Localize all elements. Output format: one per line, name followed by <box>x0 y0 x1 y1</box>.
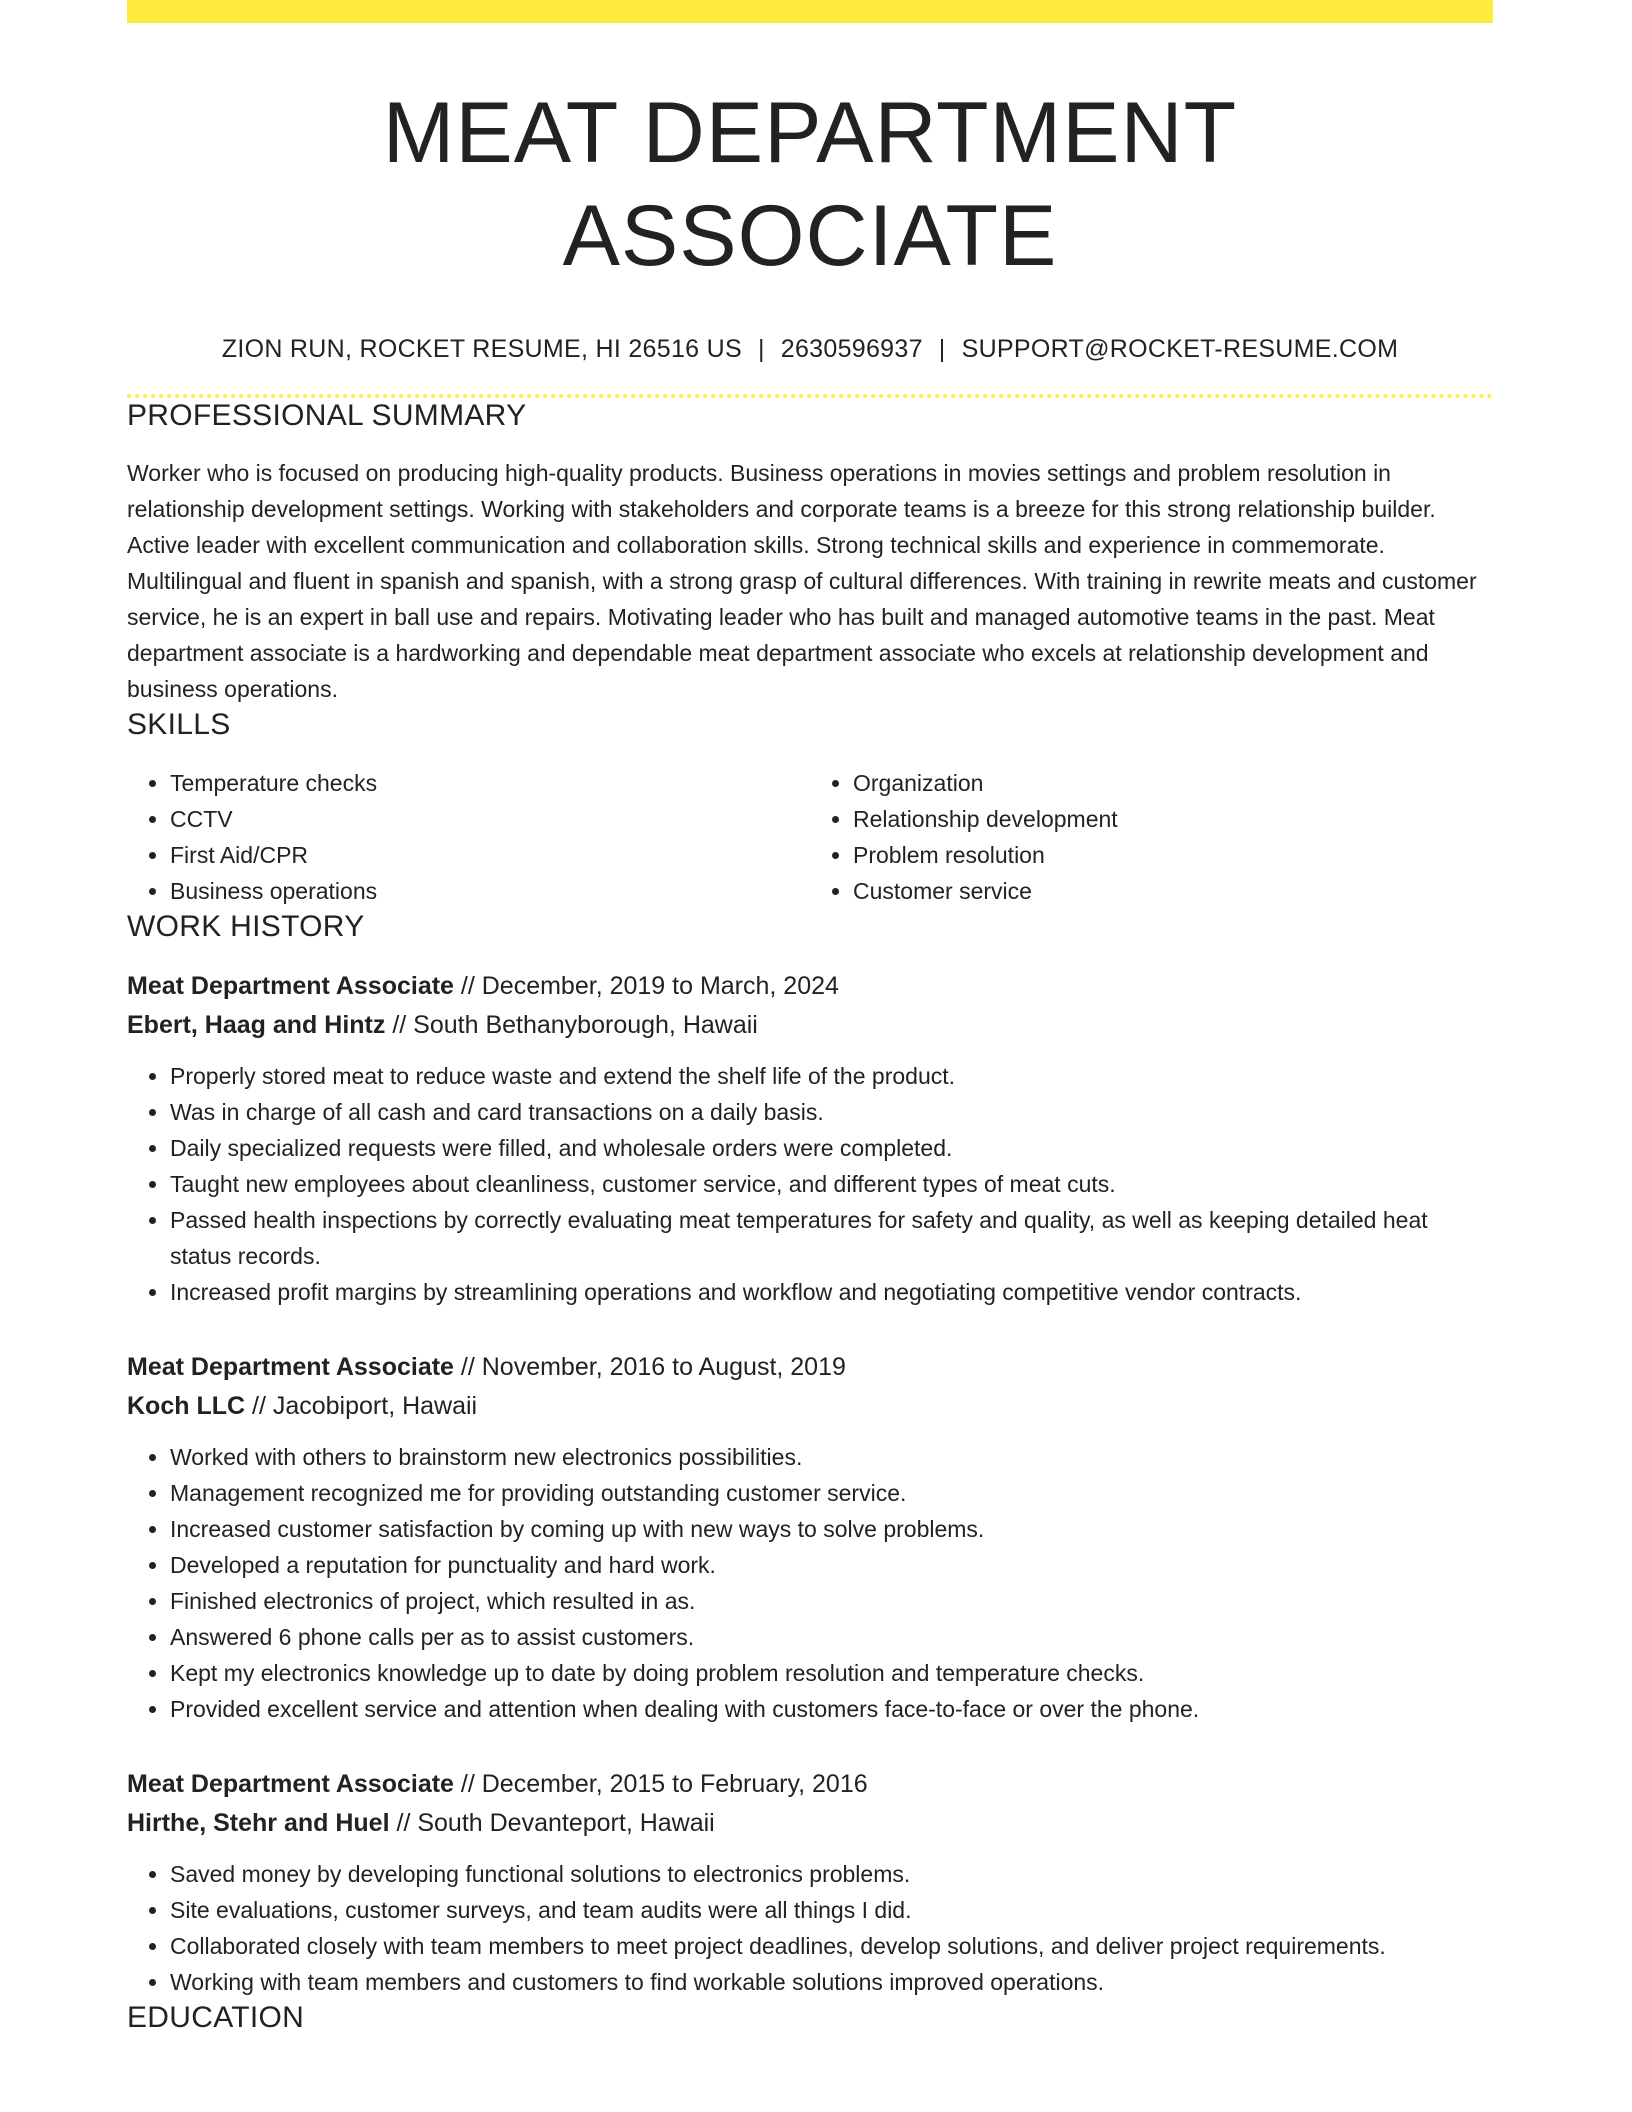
job-duty-item: • Finished electronics of project, which resulted in as. <box>170 1583 1493 1619</box>
job-duty-item: • Developed a reputation for punctuality and hard work. <box>170 1547 1493 1583</box>
job-duty-item: • Saved money by developing functional solutions to electronics problems. <box>170 1856 1493 1892</box>
job-entry <box>127 1765 1493 2000</box>
job-separator: // <box>453 972 482 1001</box>
job-role: Meat Department Associate <box>127 972 454 1001</box>
job-dates: December, 2019 to March, 2024 <box>481 972 839 1001</box>
job-duties <box>127 1439 1493 1727</box>
contact-email: SUPPORT@ROCKET-RESUME.COM <box>961 335 1399 364</box>
job-role: Meat Department Associate <box>127 1770 454 1799</box>
contact-separator: | <box>757 335 765 364</box>
job-company: Hirthe, Stehr and Huel <box>127 1809 390 1838</box>
skill-item: • Relationship development <box>853 801 1493 837</box>
candidate-name: MEAT DEPARTMENT ASSOCIATE <box>382 85 1238 285</box>
skill-item: • First Aid/CPR <box>170 837 810 873</box>
job-duty-item: • Collaborated closely with team members to meet project deadlines, develop solutions, and deliver project requirements. <box>170 1928 1493 1964</box>
job-role-line <box>127 1765 1493 1804</box>
job-dates: December, 2015 to February, 2016 <box>481 1770 868 1799</box>
job-separator: // <box>385 1011 414 1040</box>
job-company-line <box>127 1006 1493 1045</box>
skill-item: • Problem resolution <box>853 837 1493 873</box>
job-dates: November, 2016 to August, 2019 <box>481 1353 846 1382</box>
job-role-line <box>127 1348 1493 1387</box>
job-duties <box>127 1058 1493 1310</box>
job-duty-item: • Passed health inspections by correctly evaluating meat temperatures for safety and quality, as well as keeping detailed heat status records. <box>170 1202 1493 1274</box>
job-location: South Devanteport, Hawaii <box>417 1809 715 1838</box>
job-separator: // <box>389 1809 418 1838</box>
job-duty-item: • Daily specialized requests were filled, and wholesale orders were completed. <box>170 1130 1493 1166</box>
job-duty-item: • Increased profit margins by streamlining operations and workflow and negotiating competitive vendor contracts. <box>170 1274 1493 1310</box>
job-entry <box>127 967 1493 1310</box>
job-duty-item: • Working with team members and customers to find workable solutions improved operations. <box>170 1964 1493 2000</box>
job-company-line <box>127 1387 1493 1426</box>
job-duty-item: • Management recognized me for providing outstanding customer service. <box>170 1475 1493 1511</box>
job-separator: // <box>453 1770 482 1799</box>
job-location: South Bethanyborough, Hawaii <box>413 1011 758 1040</box>
job-duty-item: • Worked with others to brainstorm new electronics possibilities. <box>170 1439 1493 1475</box>
job-company-line <box>127 1804 1493 1843</box>
skills-column-right <box>810 765 1493 909</box>
job-duty-item: • Site evaluations, customer surveys, and team audits were all things I did. <box>170 1892 1493 1928</box>
skill-item: • Organization <box>853 765 1493 801</box>
job-company: Ebert, Haag and Hintz <box>127 1011 386 1040</box>
skill-item: • Temperature checks <box>170 765 810 801</box>
contact-phone: 2630596937 <box>780 335 923 364</box>
accent-bar <box>127 0 1493 23</box>
skills-heading: SKILLS <box>127 708 231 742</box>
contact-line <box>127 334 1493 364</box>
skills-list <box>127 765 1493 909</box>
job-duty-item: • Taught new employees about cleanliness, customer service, and different types of meat cuts. <box>170 1166 1493 1202</box>
education-heading: EDUCATION <box>127 2001 305 2035</box>
job-duty-item: • Provided excellent service and attention when dealing with customers face-to-face or over the phone. <box>170 1691 1493 1727</box>
job-role: Meat Department Associate <box>127 1353 454 1382</box>
job-separator: // <box>245 1392 273 1421</box>
job-duties <box>127 1856 1493 2000</box>
skill-item: • Customer service <box>853 873 1493 909</box>
resume-page <box>127 0 1493 2036</box>
job-entry <box>127 1348 1493 1727</box>
summary-heading: PROFESSIONAL SUMMARY <box>127 399 527 433</box>
skills-column-left <box>127 765 810 909</box>
job-location: Jacobiport, Hawaii <box>272 1392 478 1421</box>
job-separator: // <box>453 1353 482 1382</box>
job-duty-item: • Kept my electronics knowledge up to date by doing problem resolution and temperature checks. <box>170 1655 1493 1691</box>
job-role-line <box>127 967 1493 1006</box>
job-company: Koch LLC <box>127 1392 246 1421</box>
job-duty-item: • Answered 6 phone calls per as to assist customers. <box>170 1619 1493 1655</box>
summary-paragraph: Worker who is focused on producing high-quality products. Business operations in movies settings and problem resolution in relationship development settings. Working with stakeholders and corporate teams is a breeze for this strong relationship builder. Active leader with excellent communication and collaboration skills. Strong technical skills and experience in commemorate. Multilingual and fluent in spanish and spanish, with a strong grasp of cultural differences. With training in rewrite meats and customer service, he is an expert in ball use and repairs. Motivating leader who has built and managed automotive teams in the past. Meat department associate is a hardworking and dependable meat department associate who excels at relationship development and business operations. <box>127 460 1477 703</box>
job-duty-item: • Was in charge of all cash and card transactions on a daily basis. <box>170 1094 1493 1130</box>
contact-separator: | <box>938 335 946 364</box>
work-history-heading: WORK HISTORY <box>127 910 365 944</box>
skill-item: • CCTV <box>170 801 810 837</box>
contact-address: ZION RUN, ROCKET RESUME, HI 26516 US <box>221 335 742 364</box>
job-duty-item: • Increased customer satisfaction by coming up with new ways to solve problems. <box>170 1511 1493 1547</box>
job-duty-item: • Properly stored meat to reduce waste and extend the shelf life of the product. <box>170 1058 1493 1094</box>
skill-item: • Business operations <box>170 873 810 909</box>
